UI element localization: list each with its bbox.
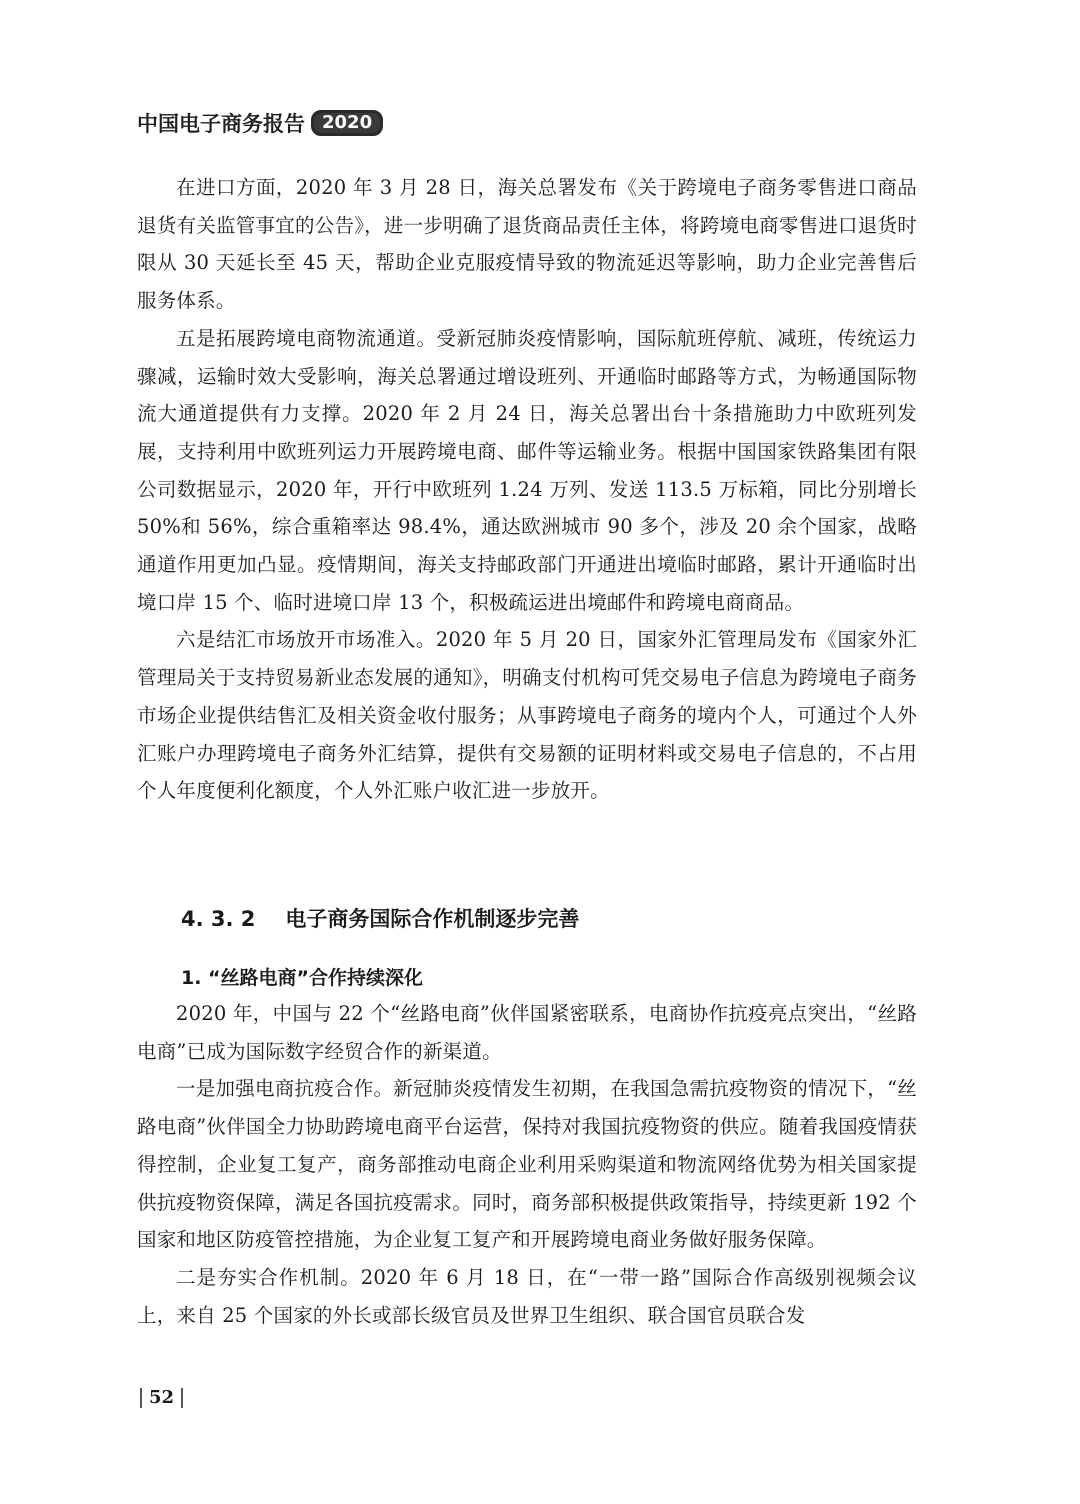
paragraph: 2020 年，中国与 22 个“丝路电商”伙伴国紧密联系，电商协作抗疫亮点突出，“丝路电商”已成为国际数字经贸合作的新渠道。: [137, 1002, 917, 1063]
paragraph: 六是结汇市场放开市场准入。2020 年 5 月 20 日，国家外汇管理局发布《国家外汇管理局关于支持贸易新业态发展的通知》，明确支付机构可凭交易电子信息为跨境电子商务市场企业提供结售汇及相关资金收付服务；从事跨境电子商务的境内个人，可通过个人外汇账户办理跨境电子商务外汇结算，提供有交易额的证明材料或交易电子信息的，不占用个人年度便利化额度，个人外汇账户收汇进一步放开。: [137, 628, 917, 803]
paragraph: 一是加强电商抗疫合作。新冠肺炎疫情发生初期，在我国急需抗疫物资的情况下，“丝路电商”伙伴国全力协助跨境电商平台运营，保持对我国抗疫物资的供应。随着我国疫情获得控制，企业复工复产，商务部推动电商企业利用采购渠道和物流网络优势为相关国家提供抗疫物资保障，满足各国抗疫需求。同时，商务部积极提供政策指导，持续更新 192 个国家和地区防疫管控措施，为企业复工复产和开展跨境电商业务做好服务保障。: [137, 1077, 917, 1252]
page-number-text: 52: [149, 1387, 175, 1408]
body-block-2: [137, 995, 917, 1334]
section-number: 4. 3. 2: [181, 907, 256, 931]
section-heading: [181, 903, 579, 933]
page-number-left-bar: [140, 1388, 142, 1408]
page-number-right-bar: [181, 1388, 183, 1408]
section-title: 电子商务国际合作机制逐步完善: [285, 907, 580, 931]
paragraph: 在进口方面，2020 年 3 月 28 日，海关总署发布《关于跨境电子商务零售进口商品退货有关监管事宜的公告》，进一步明确了退货商品责任主体，将跨境电商零售进口退货时限从 30 天延长至 45 天，帮助企业克服疫情导致的物流延迟等影响，助力企业完善售后服务体系。: [137, 176, 917, 313]
paragraph: 五是拓展跨境电商物流通道。受新冠肺炎疫情影响，国际航班停航、减班，传统运力骤减，运输时效大受影响，海关总署通过增设班列、开通临时邮路等方式，为畅通国际物流大通道提供有力支撑。2020 年 2 月 24 日，海关总署出台十条措施助力中欧班列发展，支持利用中欧班列运力开展跨境电商、邮件等运输业务。根据中国国家铁路集团有限公司数据显示，2020 年，开行中欧班列 1.24 万列、发送 113.5 万标箱，同比分别增长 50%和 56%，综合重箱率达 98.4%，通达欧洲城市 90 多个，涉及 20 余个国家，战略通道作用更加凸显。疫情期间，海关支持邮政部门开通进出境临时邮路，累计开通临时出境口岸 15 个、临时进境口岸 13 个，积极疏运进出境邮件和跨境电商商品。: [137, 326, 917, 614]
running-header: [137, 108, 383, 138]
body-block-1: [137, 169, 917, 810]
header-title: 中国电子商务报告: [137, 112, 305, 136]
header-year-badge: 2020: [311, 110, 383, 136]
page-number: [133, 1387, 190, 1408]
subsection-heading: 1. “丝路电商”合作持续深化: [181, 967, 424, 989]
paragraph: 二是夯实合作机制。2020 年 6 月 18 日，在“一带一路”国际合作高级别视频会议上，来自 25 个国家的外长或部长级官员及世界卫生组织、联合国官员联合发: [137, 1265, 917, 1327]
